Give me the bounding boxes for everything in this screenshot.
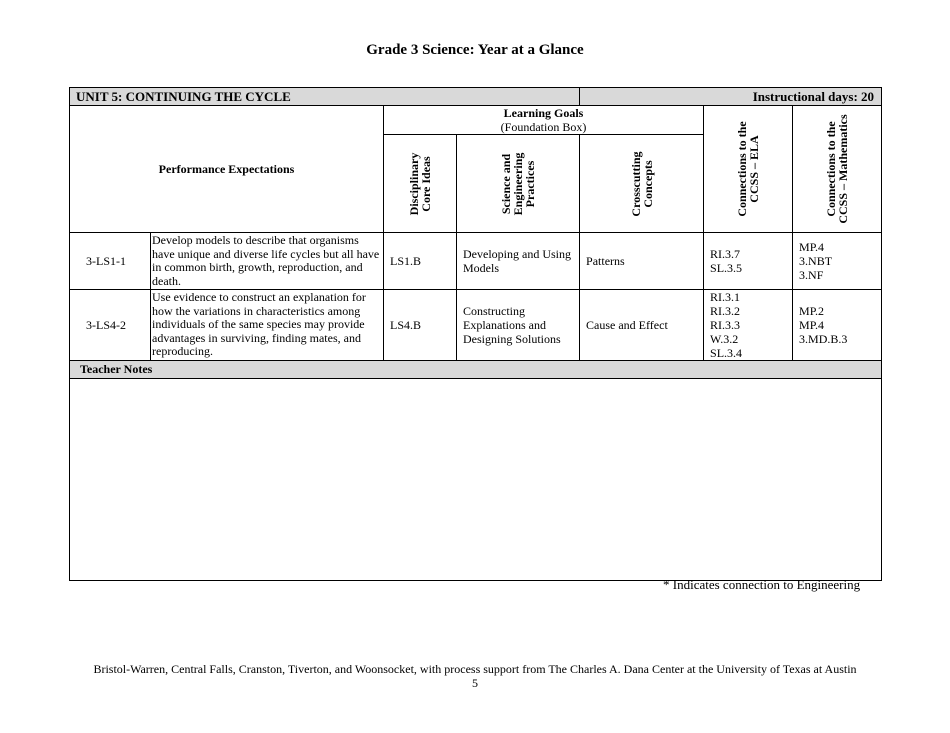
- sep-header-line-3: Practices: [523, 160, 538, 207]
- math-code: MP.4: [799, 240, 825, 254]
- ela-connections: [704, 290, 793, 361]
- sep-header-line-2: Engineering: [511, 152, 526, 215]
- ela-code: RI.3.2: [710, 304, 741, 318]
- footer-text: Bristol-Warren, Central Falls, Cranston, Tiverton, and Woonsocket, with process support from The Charles A. Dana Center at the University of Texas at Austin: [93, 662, 857, 676]
- engineering-note: * Indicates connection to Engineering: [663, 577, 861, 592]
- ela-connections: [704, 233, 793, 290]
- ela-code: SL.3.5: [710, 261, 743, 275]
- math-connections: [793, 233, 882, 290]
- ela-header-line-1: Connections to the: [735, 121, 750, 217]
- math-code: 3.NBT: [799, 254, 833, 268]
- ccc-value: Cause and Effect: [580, 290, 704, 361]
- instructional-days: Instructional days: 20: [580, 88, 882, 106]
- ccc-value: Patterns: [580, 233, 704, 290]
- performance-expectations-header: Performance Expectations: [70, 106, 384, 233]
- learning-goals-label: Learning Goals: [503, 106, 584, 120]
- ela-code: RI.3.7: [710, 247, 741, 261]
- dci-value: LS4.B: [384, 290, 457, 361]
- dci-header: [384, 135, 457, 233]
- teacher-notes-header-row: [70, 361, 882, 379]
- teacher-notes-row: [70, 379, 882, 581]
- pe-description: Use evidence to construct an explanation for how the variations in characteristics among individuals of the same species may provide advantages in surviving, finding mates, and reproducing.: [151, 290, 384, 361]
- ela-code: SL.3.4: [710, 346, 743, 360]
- math-header-line-1: Connections to the: [824, 121, 839, 217]
- math-header: [793, 106, 882, 233]
- ccc-header-line-1: Crosscutting: [628, 150, 643, 217]
- ela-header-line-2: CCSS – ELA: [747, 135, 762, 203]
- dci-header-line-2: Core Ideas: [419, 155, 433, 212]
- unit-table: [69, 87, 882, 581]
- column-header-row-1: [70, 106, 882, 135]
- ccc-header: [580, 135, 704, 233]
- sep-value: Constructing Explanations and Designing Solutions: [457, 290, 580, 361]
- document-title: Grade 3 Science: Year at a Glance: [366, 42, 584, 58]
- table-row: [70, 290, 882, 361]
- math-code: 3.MD.B.3: [799, 332, 848, 346]
- page-number: 5: [472, 676, 478, 690]
- table-row: [70, 233, 882, 290]
- sep-header-line-1: Science and: [499, 153, 514, 214]
- math-code: MP.4: [799, 318, 825, 332]
- ela-code: W.3.2: [710, 332, 739, 346]
- dci-value: LS1.B: [384, 233, 457, 290]
- unit-header-row: [70, 88, 882, 106]
- learning-goals-sublabel: (Foundation Box): [500, 120, 587, 134]
- learning-goals-header: [384, 106, 704, 135]
- ela-code: RI.3.1: [710, 290, 741, 304]
- teacher-notes-area[interactable]: [70, 379, 882, 581]
- ccc-header-line-2: Concepts: [640, 159, 655, 208]
- ela-header: [704, 106, 793, 233]
- pe-code: 3-LS1-1: [70, 233, 151, 290]
- sep-value: Developing and Using Models: [457, 233, 580, 290]
- ela-code: RI.3.3: [710, 318, 741, 332]
- pe-description: Develop models to describe that organisms have unique and diverse life cycles but all have in common birth, growth, reproduction, and death.: [151, 233, 384, 290]
- unit-title: UNIT 5: CONTINUING THE CYCLE: [70, 88, 580, 106]
- teacher-notes-label: Teacher Notes: [70, 361, 882, 379]
- sep-header: [457, 135, 580, 233]
- dci-header-line-1: Disciplinary: [407, 152, 421, 215]
- math-connections: [793, 290, 882, 361]
- math-code: 3.NF: [799, 268, 824, 282]
- math-code: MP.2: [799, 304, 825, 318]
- pe-code: 3-LS4-2: [70, 290, 151, 361]
- math-header-line-2: CCSS – Mathematics: [836, 114, 851, 224]
